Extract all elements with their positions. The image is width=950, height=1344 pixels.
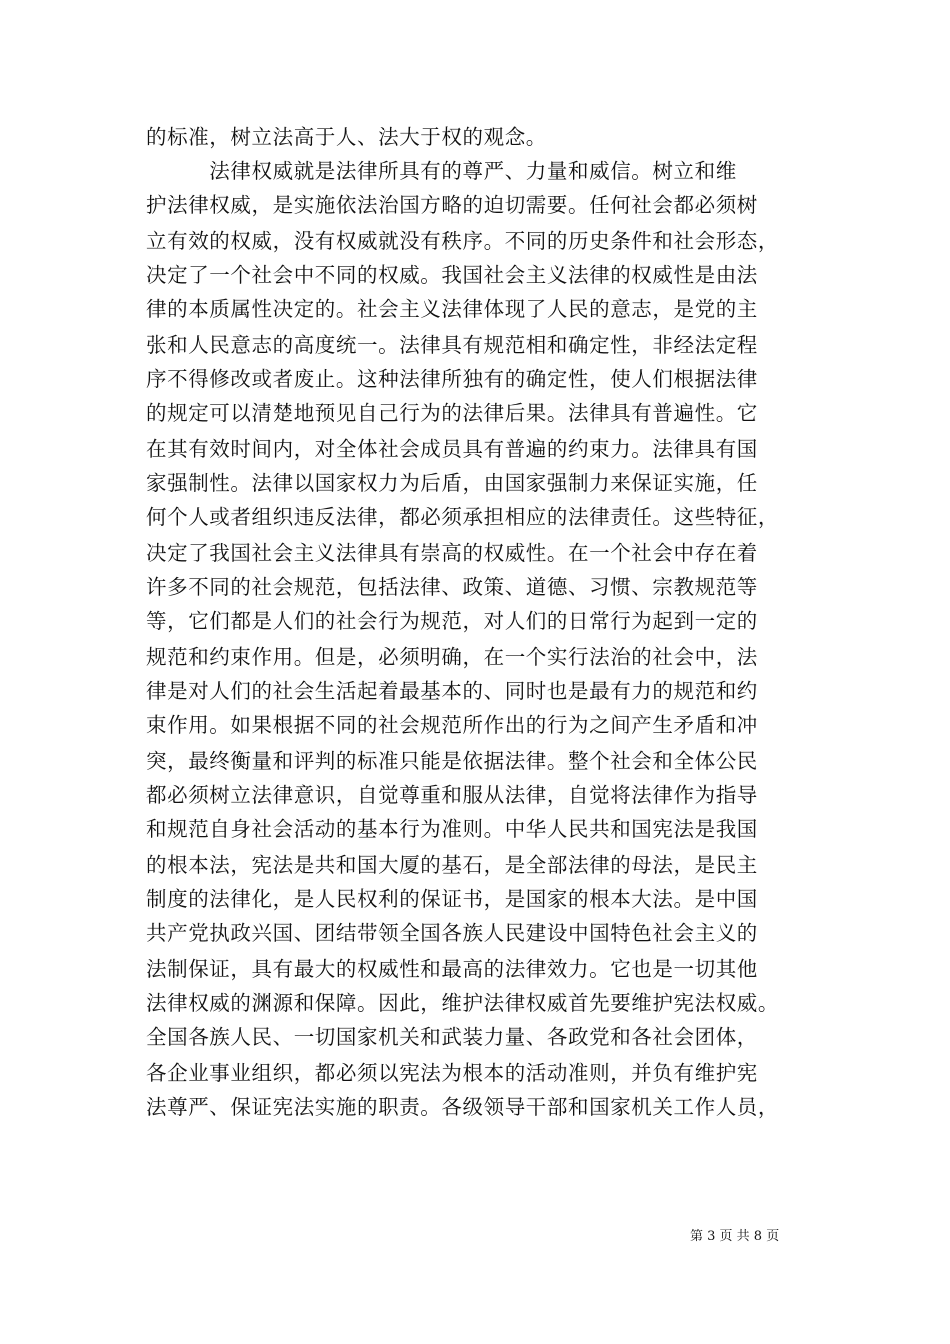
body-text-line: 律的本质属性决定的。社会主义法律体现了人民的意志，是党的主 [146, 297, 758, 321]
page-number-footer: 第 3 页 共 8 页 [690, 1229, 780, 1244]
body-text-line: 法尊严、保证宪法实施的职责。各级领导干部和国家机关工作人员， [146, 1095, 779, 1119]
body-text-line: 等，它们都是人们的社会行为规范，对人们的日常行为起到一定的 [146, 609, 758, 633]
body-text-line: 在其有效时间内，对全体社会成员具有普遍的约束力。法律具有国 [146, 437, 758, 461]
body-text-line: 束作用。如果根据不同的社会规范所作出的行为之间产生矛盾和冲 [146, 713, 758, 737]
body-text-line: 的规定可以清楚地预见自己行为的法律后果。法律具有普遍性。它 [146, 401, 758, 425]
body-text-line: 和规范自身社会活动的基本行为准则。中华人民共和国宪法是我国 [146, 817, 758, 841]
body-text-line: 的根本法，宪法是共和国大厦的基石，是全部法律的母法，是民主 [146, 853, 758, 877]
body-text-line: 法制保证，具有最大的权威性和最高的法律效力。它也是一切其他 [146, 957, 758, 981]
body-text-line: 法律权威的渊源和保障。因此，维护法律权威首先要维护宪法权威。 [146, 991, 779, 1015]
body-text-line: 法律权威就是法律所具有的尊严、力量和威信。树立和维 [146, 159, 737, 183]
body-text-line: 各企业事业组织，都必须以宪法为根本的活动准则，并负有维护宪 [146, 1061, 758, 1085]
body-text-line: 序不得修改或者废止。这种法律所独有的确定性，使人们根据法律 [146, 367, 758, 391]
body-text-line: 决定了一个社会中不同的权威。我国社会主义法律的权威性是由法 [146, 263, 758, 287]
body-text-line: 决定了我国社会主义法律具有崇高的权威性。在一个社会中存在着 [146, 541, 758, 565]
body-text-line: 的标准，树立法高于人、法大于权的观念。 [146, 125, 547, 149]
body-text-line: 许多不同的社会规范，包括法律、政策、道德、习惯、宗教规范等 [146, 575, 758, 599]
body-text-line: 张和人民意志的高度统一。法律具有规范相和确定性，非经法定程 [146, 333, 758, 357]
body-text-line: 制度的法律化，是人民权利的保证书，是国家的根本大法。是中国 [146, 887, 758, 911]
body-text-line: 突，最终衡量和评判的标准只能是依据法律。整个社会和全体公民 [146, 749, 758, 773]
body-text-line: 立有效的权威，没有权威就没有秩序。不同的历史条件和社会形态， [146, 229, 779, 253]
body-text-line: 何个人或者组织违反法律，都必须承担相应的法律责任。这些特征， [146, 505, 779, 529]
body-text-line: 都必须树立法律意识，自觉尊重和服从法律，自觉将法律作为指导 [146, 783, 758, 807]
body-text-line: 全国各族人民、一切国家机关和武装力量、各政党和各社会团体， [146, 1025, 758, 1049]
body-text-line: 律是对人们的社会生活起着最基本的、同时也是最有力的规范和约 [146, 679, 758, 703]
body-text-line: 共产党执政兴国、团结带领全国各族人民建设中国特色社会主义的 [146, 921, 758, 945]
body-text-line: 护法律权威，是实施依法治国方略的迫切需要。任何社会都必须树 [146, 193, 758, 217]
body-text-line: 家强制性。法律以国家权力为后盾，由国家强制力来保证实施，任 [146, 471, 758, 495]
body-text-line: 规范和约束作用。但是，必须明确，在一个实行法治的社会中，法 [146, 645, 758, 669]
